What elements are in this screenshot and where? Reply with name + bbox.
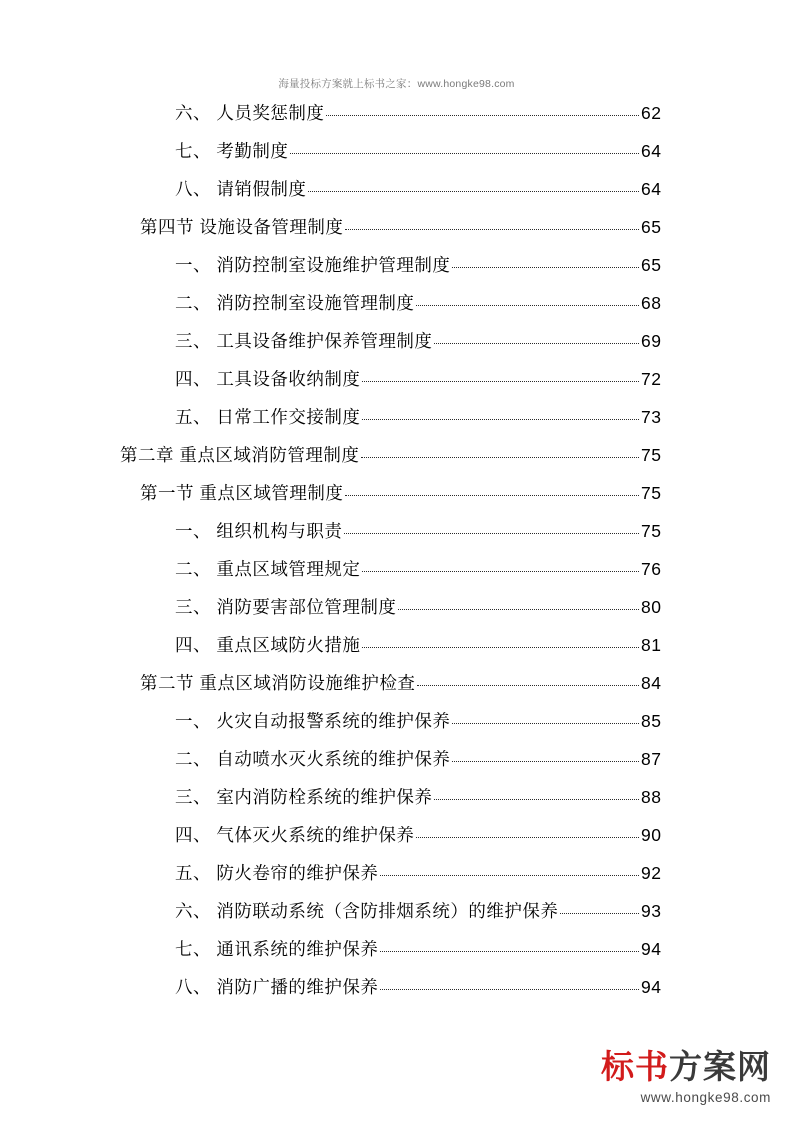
toc-entry-page: 76	[641, 559, 662, 579]
logo-text-right: 方案网	[669, 1046, 771, 1086]
top-watermark: 海量投标方案就上标书之家：www.hongke98.com	[278, 78, 515, 90]
toc-leader-dots	[452, 267, 639, 268]
toc-entry-label: 六、 人员奖惩制度	[175, 103, 325, 123]
toc-entry-label: 二、 消防控制室设施管理制度	[175, 293, 415, 313]
toc-entry-label: 二、 重点区域管理规定	[175, 559, 361, 579]
toc-leader-dots	[452, 761, 639, 762]
toc-entry-label: 第四节 设施设备管理制度	[140, 217, 344, 237]
toc-entry-page: 73	[641, 407, 662, 427]
toc-entry-label: 三、 室内消防栓系统的维护保养	[175, 787, 433, 807]
toc-leader-dots	[344, 533, 639, 534]
toc-entry-page: 94	[641, 977, 662, 997]
toc-leader-dots	[362, 647, 639, 648]
toc-entry-label: 七、 通讯系统的维护保养	[175, 939, 379, 959]
toc-entry[interactable]	[0, 784, 793, 822]
toc-entry[interactable]	[0, 176, 793, 214]
toc-entry-page: 62	[641, 103, 662, 123]
toc-leader-dots	[345, 495, 639, 496]
toc-entry[interactable]	[0, 290, 793, 328]
toc-entry[interactable]	[0, 708, 793, 746]
toc-entry[interactable]	[0, 404, 793, 442]
toc-entry-page: 84	[641, 673, 662, 693]
toc-leader-dots	[361, 457, 639, 458]
toc-leader-dots	[416, 305, 639, 306]
toc-entry-label: 四、 重点区域防火措施	[175, 635, 361, 655]
toc-entry[interactable]	[0, 328, 793, 366]
toc-entry-page: 88	[641, 787, 662, 807]
toc-leader-dots	[345, 229, 639, 230]
toc-entry-page: 64	[641, 179, 662, 199]
toc-entry-page: 75	[641, 445, 662, 465]
toc-entry-label: 五、 防火卷帘的维护保养	[175, 863, 379, 883]
toc-entry-label: 八、 消防广播的维护保养	[175, 977, 379, 997]
toc-leader-dots	[398, 609, 639, 610]
toc-entry-label: 第二章 重点区域消防管理制度	[120, 445, 360, 465]
toc-entry-page: 65	[641, 217, 662, 237]
toc-entry[interactable]	[0, 974, 793, 1012]
toc-entry[interactable]	[0, 366, 793, 404]
toc-leader-dots	[308, 191, 639, 192]
toc-leader-dots	[362, 381, 639, 382]
toc-leader-dots	[416, 837, 639, 838]
logo-text	[601, 1046, 771, 1086]
toc-entry[interactable]	[0, 746, 793, 784]
toc-entry-label: 四、 工具设备收纳制度	[175, 369, 361, 389]
toc-entry-page: 72	[641, 369, 662, 389]
toc-entry[interactable]	[0, 214, 793, 252]
toc-entry-page: 65	[641, 255, 662, 275]
toc-entry-label: 一、 消防控制室设施维护管理制度	[175, 255, 451, 275]
toc-entry-page: 93	[641, 901, 662, 921]
toc-entry-page: 92	[641, 863, 662, 883]
toc-entry-label: 四、 气体灭火系统的维护保养	[175, 825, 415, 845]
toc-leader-dots	[362, 419, 639, 420]
toc-leader-dots	[362, 571, 639, 572]
toc-entry-label: 六、 消防联动系统（含防排烟系统）的维护保养	[175, 901, 559, 921]
toc-leader-dots	[290, 153, 639, 154]
toc-entry-label: 三、 工具设备维护保养管理制度	[175, 331, 433, 351]
toc-entry-label: 第一节 重点区域管理制度	[140, 483, 344, 503]
toc-entry-label: 七、 考勤制度	[175, 141, 289, 161]
toc-entry-label: 第二节 重点区域消防设施维护检查	[140, 673, 416, 693]
toc-entry-page: 94	[641, 939, 662, 959]
toc-entry-page: 87	[641, 749, 662, 769]
toc-entry[interactable]	[0, 936, 793, 974]
toc-leader-dots	[434, 799, 639, 800]
toc-entry-label: 二、 自动喷水灭火系统的维护保养	[175, 749, 451, 769]
toc-leader-dots	[380, 989, 639, 990]
toc-entry-page: 75	[641, 483, 662, 503]
toc-entry-label: 三、 消防要害部位管理制度	[175, 597, 397, 617]
site-logo	[601, 1046, 771, 1105]
toc-leader-dots	[380, 875, 639, 876]
toc-entry-label: 一、 火灾自动报警系统的维护保养	[175, 711, 451, 731]
toc-entry-page: 75	[641, 521, 662, 541]
logo-url: www.hongke98.com	[640, 1089, 771, 1105]
logo-text-left: 标书	[601, 1046, 669, 1086]
toc-entry[interactable]	[0, 480, 793, 518]
toc-entry-page: 68	[641, 293, 662, 313]
toc-entry-page: 80	[641, 597, 662, 617]
toc-leader-dots	[434, 343, 639, 344]
toc-entry[interactable]	[0, 556, 793, 594]
toc-entry[interactable]	[0, 100, 793, 138]
toc-leader-dots	[452, 723, 639, 724]
toc-leader-dots	[417, 685, 639, 686]
toc-entry[interactable]	[0, 822, 793, 860]
toc-entry[interactable]	[0, 518, 793, 556]
toc-entry-page: 64	[641, 141, 662, 161]
toc-entry[interactable]	[0, 442, 793, 480]
toc-leader-dots	[326, 115, 639, 116]
toc-entry[interactable]	[0, 594, 793, 632]
toc-entry-page: 90	[641, 825, 662, 845]
toc-entry-page: 81	[641, 635, 662, 655]
toc-leader-dots	[560, 913, 639, 914]
toc-entry-label: 五、 日常工作交接制度	[175, 407, 361, 427]
toc-entry[interactable]	[0, 138, 793, 176]
toc-entry-page: 85	[641, 711, 662, 731]
toc-entry[interactable]	[0, 670, 793, 708]
table-of-contents	[0, 100, 793, 1012]
toc-leader-dots	[380, 951, 639, 952]
toc-entry[interactable]	[0, 252, 793, 290]
toc-entry[interactable]	[0, 898, 793, 936]
toc-entry-label: 八、 请销假制度	[175, 179, 307, 199]
toc-entry[interactable]	[0, 632, 793, 670]
toc-entry-label: 一、 组织机构与职责	[175, 521, 343, 541]
toc-entry-page: 69	[641, 331, 662, 351]
toc-entry[interactable]	[0, 860, 793, 898]
